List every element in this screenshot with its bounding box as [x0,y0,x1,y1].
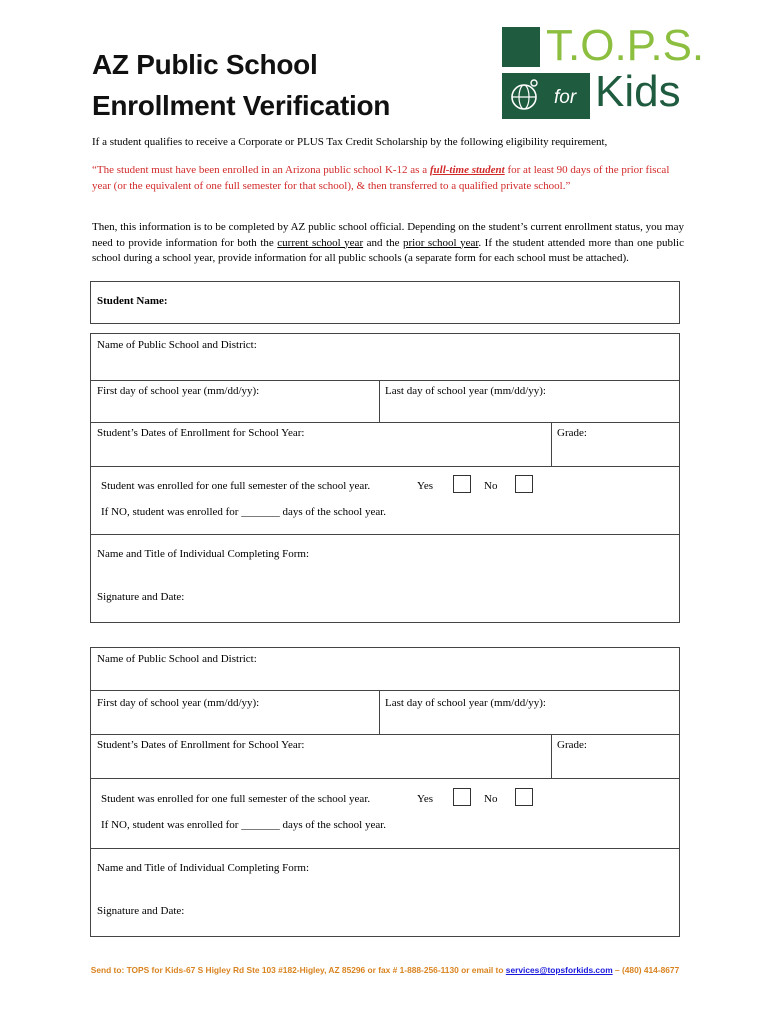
student-name-label: Student Name: [97,295,168,307]
yes-checkbox[interactable] [453,475,471,493]
footer-contact: Send to: TOPS for Kids-67 S Higley Rd Ste 103 #182-Higley, AZ 85296 or fax # 1-888-256-1130 or email to services@topsforkids.com – (480) 414-8677 [90,965,680,975]
school-district-field[interactable]: Name of Public School and District: [97,653,257,665]
instructions-text: Then, this information is to be completed by AZ public school official. Depending on the student’s current enrollment status, you may need to provide information for both the current school year and the prior school year. If the student attended more than one public school during a school year, provide information for all public schools (a separate form for each school must be attached). [92,221,684,264]
semester-question: Student was enrolled for one full semester of the school year. [101,480,371,492]
logo-tops-text: T.O.P.S. [546,21,705,70]
email-link[interactable]: services@topsforkids.com [505,965,613,975]
globe-icon [508,75,544,115]
logo-for-text: for [554,87,577,108]
current-school-year-link: current school year [277,236,364,249]
no-checkbox[interactable] [515,788,533,806]
enrollment-dates-field[interactable]: Student’s Dates of Enrollment for School Year: [97,739,305,751]
yes-label: Yes [417,793,434,805]
last-day-field[interactable]: Last day of school year (mm/dd/yy): [385,697,546,709]
requirement-text: “The student must have been enrolled in an Arizona public school K-12 as a full-time student for at least 90 days of the prior fiscal year (or the equivalent of one full semester for that school), & then transferred to a qualified private school.” [92,164,670,192]
yes-checkbox[interactable] [453,788,471,806]
yes-label: Yes [417,480,434,492]
if-no-days-text[interactable]: If NO, student was enrolled for _______ days of the school year. [101,506,387,518]
signature-date-field[interactable]: Signature and Date: [97,591,185,603]
completing-person-field[interactable]: Name and Title of Individual Completing Form: [97,548,310,560]
completing-person-field[interactable]: Name and Title of Individual Completing Form: [97,862,310,874]
title-line-2: Enrollment Verification [92,90,391,121]
last-day-field[interactable]: Last day of school year (mm/dd/yy): [385,385,546,397]
first-day-field[interactable]: First day of school year (mm/dd/yy): [97,385,260,397]
title-line-1: AZ Public School [92,49,318,80]
student-name-field[interactable] [90,281,680,324]
no-checkbox[interactable] [515,475,533,493]
no-label: No [484,480,498,492]
prior-school-year-link: prior school year [402,236,479,249]
semester-question: Student was enrolled for one full semester of the school year. [101,793,371,805]
intro-text: If a student qualifies to receive a Corporate or PLUS Tax Credit Scholarship by the following eligibility requirement, [92,136,608,148]
enrollment-dates-field[interactable]: Student’s Dates of Enrollment for School Year: [97,427,305,439]
tops-for-kids-logo [502,21,705,121]
enrollment-section-2 [90,647,680,937]
no-label: No [484,793,498,805]
school-district-field[interactable]: Name of Public School and District: [97,339,257,351]
logo-block-top [502,27,540,67]
grade-field[interactable]: Grade: [557,739,587,751]
signature-date-field[interactable]: Signature and Date: [97,905,185,917]
page-title [92,44,390,126]
logo-kids-text: Kids [595,67,681,116]
first-day-field[interactable]: First day of school year (mm/dd/yy): [97,697,260,709]
grade-field[interactable]: Grade: [557,427,587,439]
full-time-emphasis: full-time student [429,164,505,176]
enrollment-section-1 [90,333,680,623]
if-no-days-text[interactable]: If NO, student was enrolled for _______ days of the school year. [101,819,387,831]
